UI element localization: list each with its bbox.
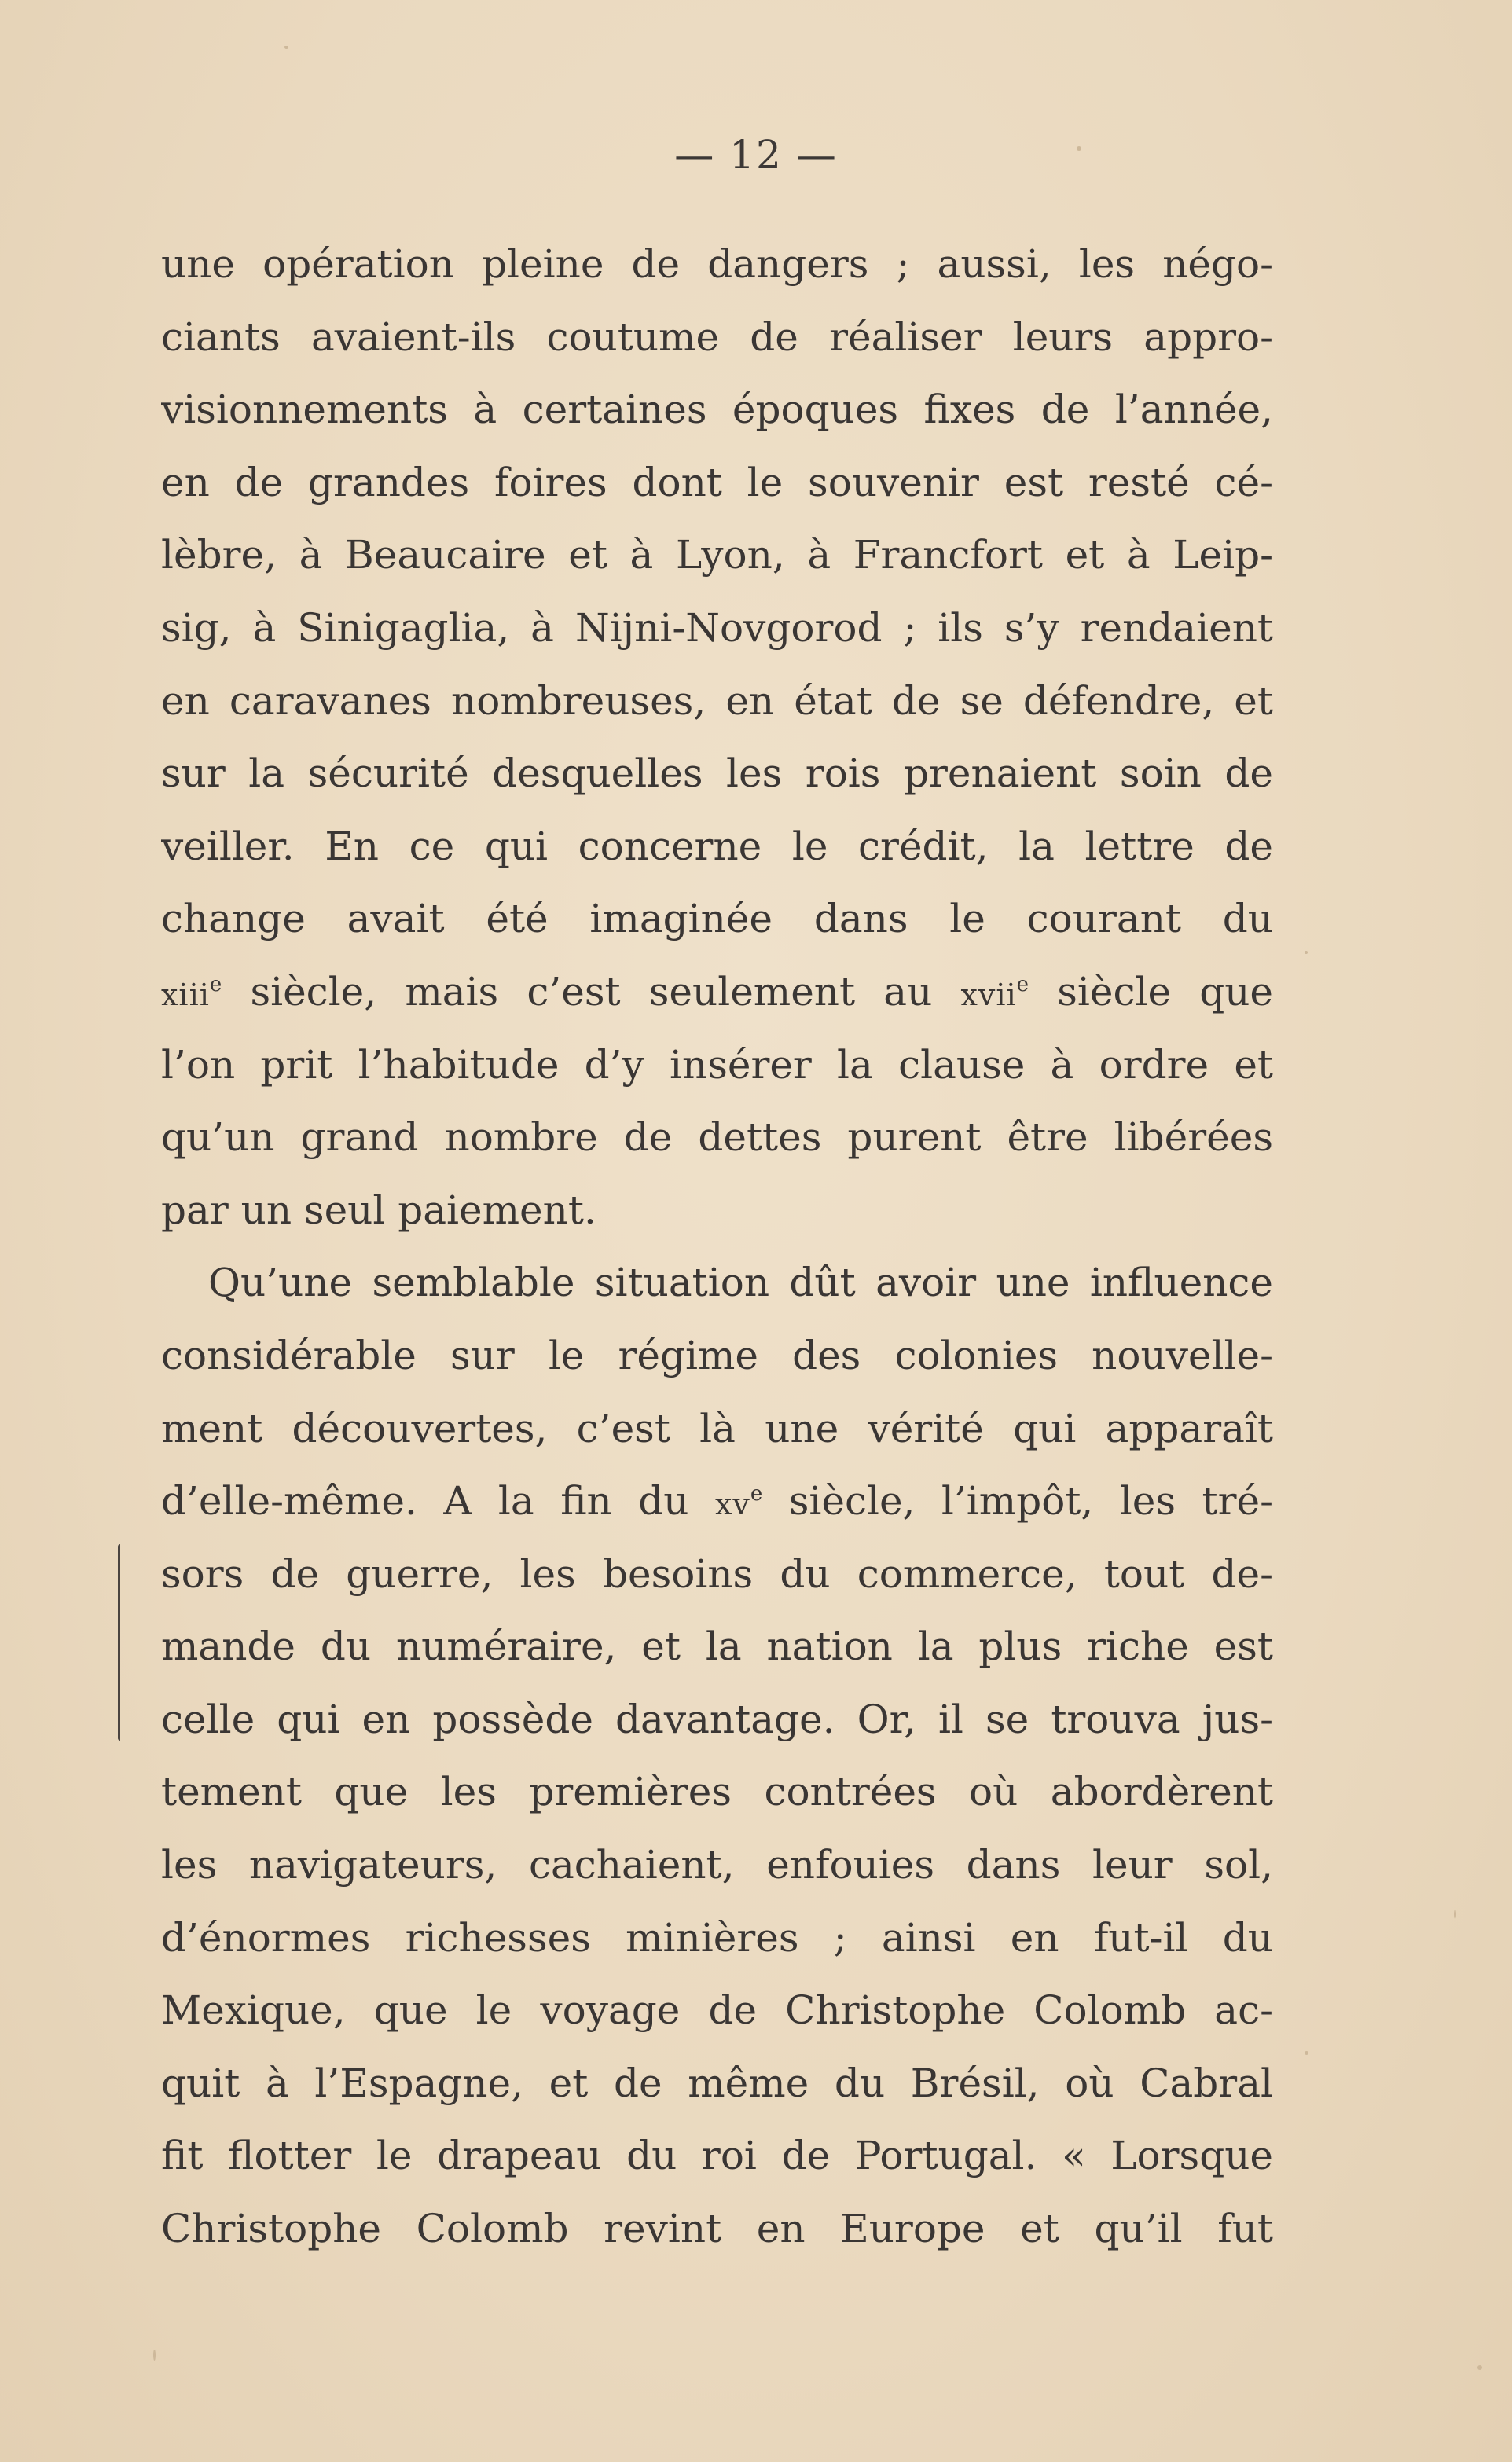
text-line <box>161 737 1273 810</box>
text-line <box>161 1538 1273 1611</box>
line-text: en caravanes nombreuses, en état de se défendre, et <box>161 677 1273 724</box>
body-text <box>161 228 1273 2266</box>
paper-speck <box>1477 2365 1482 2370</box>
small-caps-text: xiii <box>161 977 210 1012</box>
paper-speck <box>1305 2051 1308 2055</box>
line-text: Christophe Colomb revint en Europe et qu’il fut <box>161 2206 1273 2252</box>
line-text: l’on prit l’habitude d’y insérer la clause à ordre et <box>161 1041 1273 1088</box>
paper-speck <box>1454 1910 1456 1919</box>
superscript-text: e <box>209 972 222 996</box>
text-line <box>161 882 1273 956</box>
line-text: visionnements à certaines époques fixes de l’année, <box>161 387 1273 433</box>
line-text: ciants avaient-ils coutume de réaliser leurs appro- <box>161 314 1273 360</box>
text-line <box>161 228 1273 301</box>
line-text: les navigateurs, cachaient, enfouies dans leur sol, <box>161 1842 1273 1888</box>
text-line <box>161 1101 1273 1174</box>
text-line <box>161 956 1273 1029</box>
line-text: celle qui en possède davantage. Or, il se trouva jus- <box>161 1696 1273 1742</box>
small-caps-text: xvii <box>960 977 1017 1012</box>
line-text: siècle, l’impôt, les tré- <box>762 1478 1273 1525</box>
line-text: une opération pleine de dangers ; aussi, les négo- <box>161 241 1273 287</box>
text-line <box>161 301 1273 374</box>
paper-speck <box>153 2350 156 2361</box>
text-line <box>161 1683 1273 1756</box>
line-text: par un seul paiement. <box>161 1187 596 1233</box>
line-text: sur la sécurité desquelles les rois prenaient soin de <box>161 750 1273 797</box>
line-text: sors de guerre, les besoins du commerce, tout de- <box>161 1550 1273 1597</box>
line-text: qu’un grand nombre de dettes purent être libérées <box>161 1114 1273 1161</box>
line-text: siècle que <box>1029 968 1273 1015</box>
line-text: lèbre, à Beaucaire et à Lyon, à Francfort et à Leip- <box>161 532 1273 578</box>
text-line <box>161 1756 1273 1829</box>
text-line <box>161 1829 1273 1902</box>
paper-speck <box>284 46 288 49</box>
line-text: quit à l’Espagne, et de même du Brésil, où Cabral <box>161 2060 1273 2106</box>
line-text: d’énormes richesses minières ; ainsi en fut-il du <box>161 1914 1273 1961</box>
page-number: — 12 — <box>674 132 838 178</box>
line-text: en de grandes foires dont le souvenir est resté cé- <box>161 459 1273 505</box>
line-text: mande du numéraire, et la nation la plus riche est <box>161 1624 1273 1670</box>
text-line <box>161 373 1273 446</box>
text-line <box>161 446 1273 519</box>
text-line <box>161 2192 1273 2266</box>
line-text: Qu’une semblable situation dût avoir une influence <box>208 1260 1273 1306</box>
text-line <box>161 665 1273 738</box>
margin-pencil-mark <box>118 1544 125 1741</box>
text-line <box>161 1902 1273 1975</box>
text-line <box>161 592 1273 665</box>
text-line <box>161 519 1273 592</box>
superscript-text: e <box>750 1482 763 1506</box>
line-text: siècle, mais c’est seulement au <box>222 968 961 1015</box>
superscript-text: e <box>1016 972 1029 996</box>
line-text: sig, à Sinigaglia, à Nijni-Novgorod ; ils s’y rendaient <box>161 604 1273 651</box>
text-line <box>161 1974 1273 2047</box>
text-line <box>161 2119 1273 2192</box>
line-text: considérable sur le régime des colonies nouvelle- <box>161 1332 1273 1378</box>
text-line <box>161 1174 1273 1247</box>
text-line <box>161 1029 1273 1102</box>
text-line <box>161 1392 1273 1466</box>
line-text: change avait été imaginée dans le courant du <box>161 896 1273 942</box>
text-line <box>161 1319 1273 1392</box>
text-line <box>161 1465 1273 1538</box>
line-text: d’elle-même. A la fin du <box>161 1478 715 1525</box>
text-line <box>161 1610 1273 1683</box>
line-text: tement que les premières contrées où abordèrent <box>161 1769 1273 1815</box>
line-text: veiller. En ce qui concerne le crédit, la lettre de <box>161 823 1273 869</box>
line-text: ment découvertes, c’est là une vérité qui apparaît <box>161 1405 1273 1451</box>
line-text: Mexique, que le voyage de Christophe Colomb ac- <box>161 1987 1273 2034</box>
text-line <box>161 810 1273 883</box>
small-caps-text: xv <box>714 1487 750 1522</box>
paper-speck <box>1305 951 1308 954</box>
text-line <box>161 2047 1273 2120</box>
text-line <box>161 1246 1273 1319</box>
line-text: fit flotter le drapeau du roi de Portugal. « Lorsque <box>161 2133 1273 2179</box>
